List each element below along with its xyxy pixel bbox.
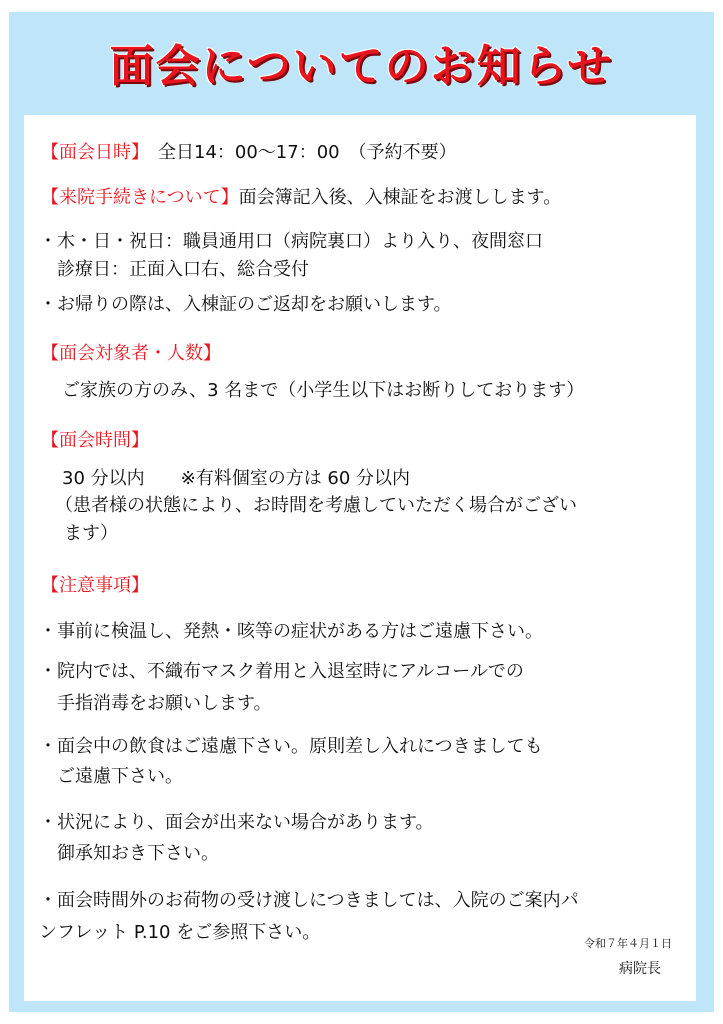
visit-time-text: 全日14：00～17：00 （予約不要） xyxy=(140,142,457,163)
procedure-text: 面会簿記入後、入棟証をお渡しします。 xyxy=(238,187,562,208)
notes-line: ンフレット P.10 をご参照下さい。 xyxy=(39,922,321,943)
notes-line: ご遠慮下さい。 xyxy=(39,766,183,787)
visit-time-row xyxy=(41,142,457,164)
eligibility-heading: 【面会対象者・人数】 xyxy=(41,343,221,364)
notes-line: ・院内では、不織布マスク着用と入退室時にアルコールでの xyxy=(39,661,524,682)
notes-line: ・事前に検温し、発熱・咳等の症状がある方はご遠慮下さい。 xyxy=(39,621,543,642)
visit-time-heading: 【面会日時】 xyxy=(41,142,140,163)
procedure-heading: 【来院手続きについて】 xyxy=(41,187,239,208)
issue-date: 令和７年４月１日 xyxy=(584,937,672,950)
notes-line: ・状況により、面会が出来ない場合があります。 xyxy=(39,812,434,833)
page-title: 面会についてのお知らせ xyxy=(109,41,614,92)
procedure-item: 診療日：正面入口右、総合受付 xyxy=(39,259,309,280)
notes-line: 手指消毒をお願いします。 xyxy=(39,693,272,714)
duration-line: 30 分以内 ※有料個室の方は 60 分以内 xyxy=(62,468,411,489)
notes-heading: 【注意事項】 xyxy=(41,575,149,596)
eligibility-text: ご家族の方のみ、3 名まで（小学生以下はお断りしております） xyxy=(62,380,585,401)
duration-heading: 【面会時間】 xyxy=(41,430,149,451)
duration-line: （患者様の状態により、お時間を考慮していただく場合がござい xyxy=(55,495,577,516)
signer: 病院長 xyxy=(619,961,661,977)
duration-line: ます） xyxy=(64,523,118,544)
notes-line: 御承知おき下さい。 xyxy=(39,843,219,864)
procedure-item: ・お帰りの際は、入棟証のご返却をお願いします。 xyxy=(39,294,452,315)
notes-line: ・面会時間外のお荷物の受け渡しにつきましては、入院のご案内パ xyxy=(39,890,579,911)
notes-line: ・面会中の飲食はご遠慮下さい。原則差し入れにつきましても xyxy=(39,736,543,757)
procedure-row xyxy=(41,187,561,209)
procedure-item: ・木・日・祝日：職員通用口（病院裏口）より入り、夜間窓口 xyxy=(39,231,543,252)
